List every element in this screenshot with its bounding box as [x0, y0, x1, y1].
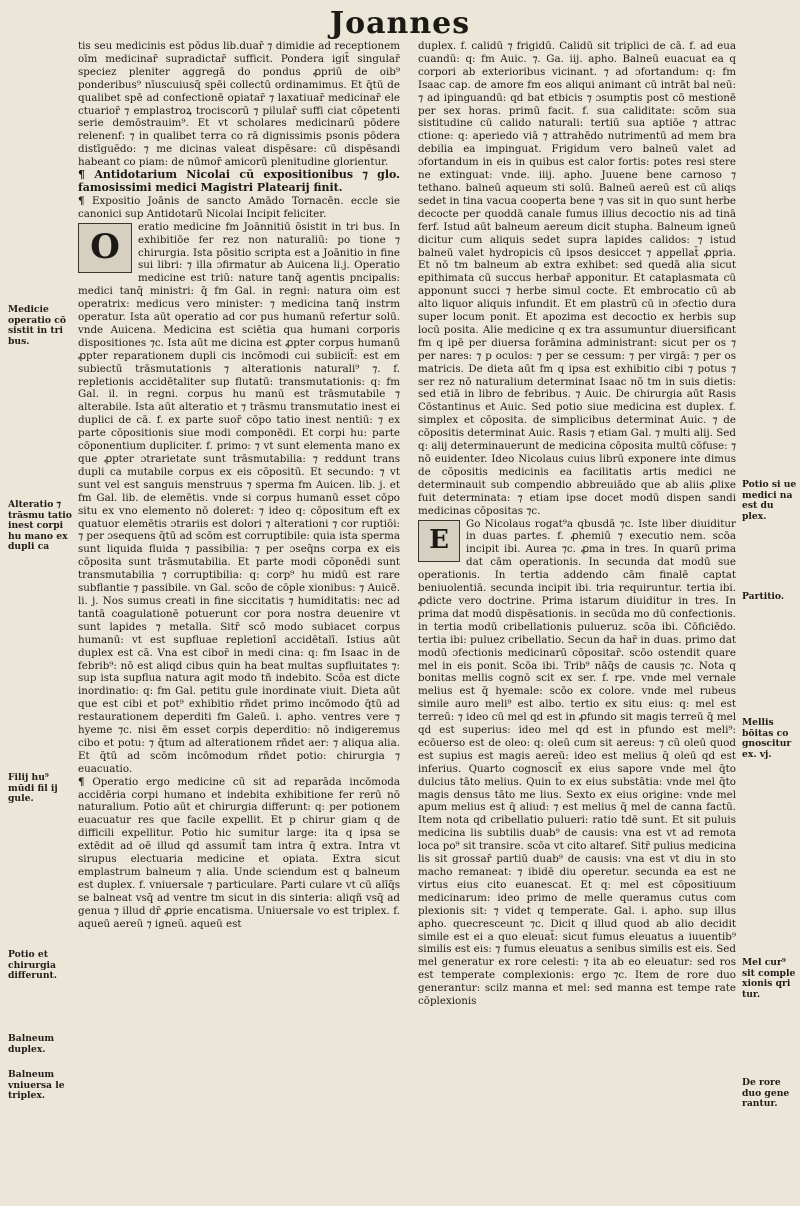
- margin-note-right: De rore duo gene rantur.: [742, 1077, 790, 1109]
- right-text-column: [418, 40, 736, 1008]
- margin-note-left: Medicie operatio cō sistit in tri bus.: [8, 304, 66, 347]
- pilcrow-icon: ¶: [78, 194, 85, 207]
- running-header: [0, 4, 800, 40]
- page-title: Joannes: [329, 6, 471, 41]
- paragraph: [418, 518, 736, 1008]
- paragraph: tis seu medicinis est pōdus lib.duar̄ ⁊ dimidie ad receptionem oīm medicinar̄ supradictar̄ sufficit. Pondera igit̄ singular̄ speciez pleniter aggregā do pondus ꝓpriū de oib⁹ ponderibus⁹ nīuscuiusq̄ spēi collectū ordinamimus. Et q̄tū de qualibet spē ad confectionē opiatar̄ ⁊ laxatiuar̄ medicinar̄ ele ctuarior̄ ⁊ emplastroꝝ trociscorū ⁊ pilular̄ suffi ciat cōpetenti serie demōstrauim⁹. Et vt scholares medicinarū pōdere relenenf: ⁊ in qualibet terra co rā dignissimis psonis pōdera distīguēdo: ⁊ me dicinas valeat dispēsare: cū dispēsandi habeant co piam: de nūmor̄ amicorū plenitudine glorientur.: [78, 40, 400, 169]
- left-text-column: [78, 40, 400, 931]
- incipit-line: [78, 195, 400, 221]
- commentary-text: eratio medicine fm Joānnitiū ōsistit in tri bus. In exhibitiōe fer rez non naturaliū: po tione ⁊ chirurgia. Ista pōsitio scripta est a Joānitio in fine sui libri: ⁊ illa ɔfirmatur ab Auicena li.j. Operatio medicine est triū: nature tanq̄ agentis pncipalis: medici tanq̄ ministri: q̄ fm Gal. in regni: natura oim est operatrix: medicus vero minister: ⁊ medicina tanq̄ instrm operatur. Ista aūt operatio ad cor pus humanū refertur solū. vnde Auicena. Medicina est sciētia qua humani corporis dispositiones ⁊c. Ista aūt me dicina est ꝓpter corpus humanū ꝓpter reparationem dupli cis incōmodi cui subiicit̄: est em subiectū trāsmutationis ⁊ alterationis naturali⁹ ⁊. f. repletionis accidētaliter sup flutatū: transmutationis: q: fm Gal. il. in regni. corpus hu manū est trāsmutabile ⁊ alterabile. Ista aūt alteratio et ⁊ trāsmu transmutatio inest ei duplici de cā. f. ex parte suor̄ cōpo tatio inest nentiū: ⁊ ex parte cōpositionis siue modi componēdi. Et corpi hu: parte cōponentium dupliciter. f. primo: ⁊ vt sunt elementa mano ex que ꝓpter ɔtrarietate sunt trāsmutabilia: ⁊ reddunt trans dupli ca mutabile corpus ex eis cōpositū. Et secundo: ⁊ vt sunt vel est sanguis menstruus ⁊ sperma fm Auicen. lib. j. et fm Gal. lib. de elemētis. vnde si corpus humanū esset cōpo situ ex vno elemento nō doleret: ⁊ ideo q: cōpositum eft ex quatuor elemētis ɔtrariis est dolori ⁊ alterationi ⁊ cor ruptiōi: ⁊ per ɔsequens q̄tū ad scōm est corruptibile: quia ista sperma sunt liquida fluida ⁊ passibilia: ⁊ per ɔseq̄ns corpa ex eis cōposita sunt trāsmutabilia. Et parte modi cōponēdi sunt transmutabilia ⁊ corruptibilia: q: corp⁹ hu midū est rare subflantie ⁊ passibile. vn Gal. scōo de cōple xionibus: ⁊ Auicē. li. j. Nos sumus creati in fine siccitatis ⁊ humiditatis: nec ad tantā coagulationē potuerunt cor pora nostra deuenire vt sunt lapides ⁊ metalla. Sitr̄ scō modo subiacet corpus humanū: vt est supfluae repletionī accidētalī. Istius aūt duplex est cā. Vna est cibor̄ in medi cina: q: fm Isaac in de febrib⁹: nō est aliqd cibus quin ha beat multas supfluitates ⁊: sup ista supflua natura agit modo tñ indebito. Scōa est dicte inordinatio: q: fm Gal. petitu gule inordinate viuit. Dieta aūt que est cibi et pot⁹ exhibitio rñdet primo incōmodo q̄tū ad restaurationem deperditi fm Galeū. i. apho. ventres vere ⁊ hyeme ⁊c. nisi ēm esset corpis deperditio: nō indigeremus cibo et potu: ⁊ q̄tum ad alterationem rñdet aer: ⁊ aliqua alia. Et q̄tū ad scōm incōmodum rñdet potio: chirurgia ⁊ euacuatio.: [78, 220, 400, 775]
- margin-note-right: Potio si ue medici na est du plex.: [742, 479, 797, 522]
- margin-note-left: Filij hu⁹ mūdi fil ij gule.: [8, 772, 58, 804]
- margin-note-right: Mellis bōitas co gnoscitur ex. vj.: [742, 717, 792, 760]
- margin-note-left: Balneum vniuersa le triplex.: [8, 1069, 65, 1101]
- colophon-text: Antidotarium Nicolai cū expositionibus ⁊ glo. famosissimi medici Magistri Platearij finit.: [78, 168, 400, 194]
- margin-note-right: Mel cur⁹ sit comple xionis qri tur.: [742, 957, 796, 1000]
- paragraph-text: Go Nicolaus rogat⁹a qbusdā ⁊c. Iste liber diuiditur in duas partes. f. ꝓhemiū ⁊ executio nem. scōa incipit ibi. Aurea ⁊c. ꝓma in tres. In quarū prima dat cām operationis. In secunda dat modū sue operationis. In tertia addendo cām finalē captat beniuolentiā. secunda incipit ibi. tria requiruntur. tertia ibi. ꝓdicte vero doctrine. Prima istarum diuiditur in tres. In prima dat modū dispēsationis. in secūda mo dū confectionis. in tertia modū cribellationis pulueruz. scōa ibi. Cōficiēdo. tertia ibi: puluez cribellatio. Secun da har̄ in duas. primo dat modū ɔfectionis medicinarū cōpositar̄. scōo ostendit quare mel in eis ponit. Scōa ibi. Trib⁹ nāq̄s de causis ⁊c. Nota q bonitas mellis cognō scit ex ser. f. rpe. vnde mel vernale melius est q̄ hyemale: scōo ex colore. vnde mel rubeus simile auro meli⁹ est albo. tertio ex situ eius: q: mel est terreū: ⁊ ideo cū mel qd est in ꝓfundo sit magis terreū q̄ mel qd est superius: ideo mel qd est in pfundo est meli⁹: ecōuerso est de oleo: q: oleū cum sit aereus: ⁊ cū oleū quod est supius est magis aereū: ideo est melius q̄ oleū qd est inferius. Quarto cognoscit̄ ex eius sapore vnde mel q̄to dulcius tāto melius. Quin to ex eius substātia: vnde mel q̄to magis densus tāto me lius. Sexto ex eius origine: vnde mel apum melius est q̄ aliud: ⁊ est melius q̄ mel de canna factū. Item nota qd cribellatio pulueri: ratio tdē sunt. Et sit puluis medicina lis subtilis duab⁹ de causis: vna est vt ad remota loca po⁹ sit transire. scōa vt cito altaref. Sitr̄ pulius medicina lis sit grossar̄ partiū duab⁹ de causis: vna est vt diu in sto macho remaneat: ⁊ ibidē diu operetur. secunda ea est ne virtus eius cito euanescat. Et q: mel est cōpositiuum medicinarum: ideo primo de melle queramus cutus com plexionis sit: ⁊ videt q temperate. Gal. i. apho. sup illus apho. quecresceunt ⁊c. Dicit q illud quod ab alio decidit simile est ei a quo eleuat̄: sicut fumus eleuatus a iuuentib⁹ similis est eis: ⁊ fumus eleuatus a senibus similis est eis. Sed mel generatur ex rore celesti: ⁊ ita ab eo eleuatur: sed ros est temperate complexionis: ergo ⁊c. Item de rore duo generantur: scilz manna et mel: sed manna est tempe rate cōplexionis: [418, 517, 736, 1008]
- margin-note-left: Alteratio ⁊ trāsmu tatio inest corpi hu mano ex dupli ca: [8, 499, 72, 552]
- decorated-initial-e: E: [418, 520, 460, 562]
- paragraph: [78, 776, 400, 931]
- pilcrow-icon: ¶: [78, 168, 85, 182]
- colophon-line: [78, 169, 400, 195]
- pilcrow-icon: ¶: [78, 775, 85, 788]
- paragraph-text: Operatio ergo medicine cū sit ad reparāda incōmoda accidēria corpi humano et indebita exhibitione fer rerū nō naturalium. Potio aūt et chirurgia differunt: q: per potionem euacuatur res que facile expellit. Et p chirur giam q de difficili expellitur. Potio hic sumitur large: ita q ipsa se extēdit ad oē illud qd assumit̄ tam intra q̄ extra. Intra vt sirupus electuaria medicine et opiata. Extra sicut emplastrum balneum ⁊ alia. Unde sciendum est q balneum est duplex. f. vniuersale ⁊ particulare. Parti culare vt cū alīq̄s se balneat vsq̄ ad ventre tm sicut in dis sinteria: aliqñ vsq̄ ad genua ⁊ illud dr̄ ꝓprie encatisma. Uniuersale vo est triplex. f. aqueū aereū ⁊ igneū. aqueū est: [78, 775, 400, 930]
- decorated-initial-o: O: [78, 223, 132, 273]
- paragraph: duplex. f. calidū ⁊ frigidū. Calidū sit triplici de cā. f. ad eua cuandū: q: fm Auic. ⁊. Ga. iij. apho. Balneū euacuat ea q corpori ab exterioribus vicinant. ⁊ ad ɔfortandum: q: fm Isaac cap. de amore fm eos aliqui animant cū intrāt bal neū: ⁊ ad ipinguandū: qd bat etbicis ⁊ ɔsumptis post cō mestionē per sex horas. primū facit. f. sua caliditate: scōm sua sistitudine cū calido naturali: tertiū sua aptiōe ⁊ attrac ctione: q: aperiedo viā ⁊ attrahēdo nutrimentū ad mem bra debilia ea impinguat. Frigidum vero balneū valet ad ɔfortandum in eis in quibus est calor fortis: potes resi stere ne extinguat: vnde. iiij. apho. Juuene bene carnoso ⁊ tethano. balneū aqueum sti solū. Balneū aereū est cū aliqs sedet in tina vacua cooperta bene ⁊ vas sit in quo sunt herbe decocte per quoddā canale fumus illius decoctio nis ad tinā ferf. Istud aūt balneum aereum dicit stupha. Balneum igneū dicitur cum aliquis sedet supra lapides calidos: ⁊ istud balneū valet hydropicis cū ipsos desiccet ⁊ appellat̄ ꝓpria. Et nō tm balneum ab extra exhibet: sed quedā alia sicut epithimata cū succus herbar̄ apponitur. Et cataplasmata cū apponunt succi ⁊ herbe simul cocte. Et embrocatio cū ab alto liquor aliquis infundit. Et em plastrū cū in ɔfectio dura super locum ponit. Et apozima est decoctio ex herbis sup locū posita. Alie medicine q ex tra assumuntur diuersificant fm q ipē per diuersa forāmina administrant: sicut per os ⁊ per nares: ⁊ p oculos: ⁊ per se cessum: ⁊ per virgā: ⁊ per os matricis. De dieta aūt fm q ipsa est exhibitio cibi ⁊ potus ⁊ ser rez nō naturalium determinat Isaac nō tm in suis dietis: sed etiā in libro de febribus. ⁊ Auic. De chirurgia aūt Rasis Cōstantinus et Auic. Sed potio siue medicina est duplex. f. simplex et cōposita. de simplicibus determinat Auic. ⁊ de cōpositis determinat Auic. Rasis ⁊ etiam Gal. ⁊ multi alij. Sed q: alij determinauerunt de medicina cōposita multū cōfuse: ⁊ nō euidenter. Ideo Nicolaus cuius librū exponere inte dimus de cōpositis medicinis ea facilitatis artis medici ne determinauit sub compendio abbreuiādo que ab aliis ꝓlixe fuit determinata: ⁊ etiam ipse docet modū dispen sandi medicinas cōpositas ⁊c.: [418, 40, 736, 517]
- commentary-paragraph: [78, 221, 400, 776]
- margin-note-right: Partitio.: [742, 591, 785, 602]
- margin-note-left: Potio et chirurgia differunt.: [8, 949, 57, 981]
- margin-note-left: Balneum duplex.: [8, 1033, 55, 1055]
- incipit-text: Expositio Joānis de sancto Amādo Tornacēn. eccle sie canonici sup Antidotarū Nicolai Incipit feliciter.: [78, 194, 400, 220]
